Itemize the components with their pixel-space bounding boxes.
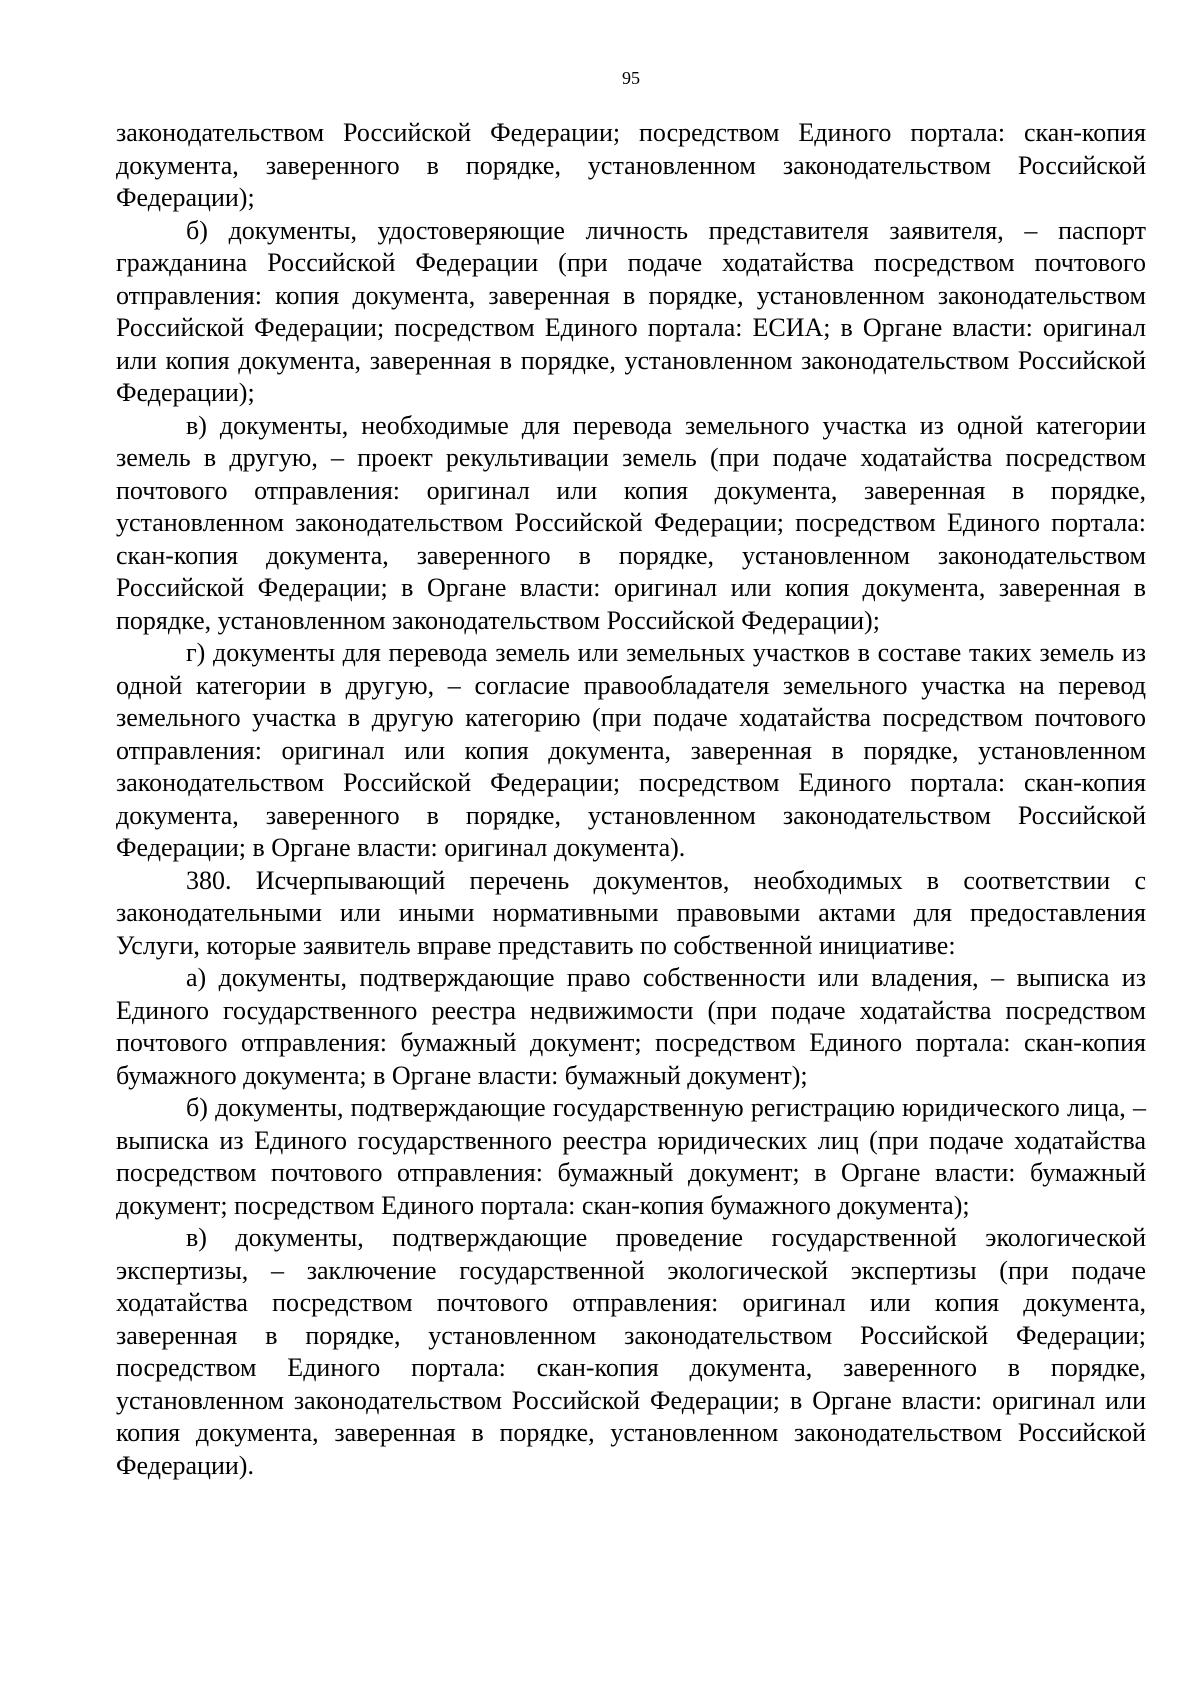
paragraph-item-a-ownership: а) документы, подтверждающие право собственности или владения, – выписка из Единого государственного реестра недвижимости (при подаче ходатайства посредством почтового отправления: бумажный документ; посредством Единого портала: скан-копия бумажного документа; в Органе власти: бумажный документ);: [116, 963, 1146, 1090]
paragraph-item-b-representative-id: б) документы, удостоверяющие личность представителя заявителя, – паспорт гражданина Российской Федерации (при подаче ходатайства посредством почтового отправления: копия документа, заверенная в порядке, установленном законодательством Российской Федерации; посредством Единого портала: ЕСИА; в Органе власти: оригинал или копия документа, заверенная в порядке, установленном законодательством Российской Федерации);: [116, 215, 1146, 407]
paragraph-continuation: законодательством Российской Федерации; посредством Единого портала: скан-копия документа, заверенного в порядке, установленном законодательством Российской Федерации);: [116, 118, 1146, 212]
paragraph-section-380: 380. Исчерпывающий перечень документов, необходимых в соответствии с законодательными или иными нормативными правовыми актами для предоставления Услуги, которые заявитель вправе представить по собственной инициативе:: [116, 865, 1146, 960]
paragraph-item-v-ecological-expertise: в) документы, подтверждающие проведение государственной экологической экспертизы, – заключение государственной экологической экспертизы (при подаче ходатайства посредством почтового отправления: оригинал или копия документа, заверенная в порядке, установленном законодательством Российской Федерации; посредством Единого портала: скан-копия документа, заверенного в порядке, установленном законодательством Российской Федерации; в Органе власти: оригинал или копия документа, заверенная в порядке, установленном законодательством Российской Федерации).: [116, 1223, 1146, 1480]
document-body: [116, 117, 1146, 1482]
paragraph-item-b-legal-entity: б) документы, подтверждающие государственную регистрацию юридического лица, – выписка из Единого государственного реестра юридических лиц (при подаче ходатайства посредством почтового отправления: бумажный документ; в Органе власти: бумажный документ; посредством Единого портала: скан-копия бумажного документа);: [116, 1093, 1146, 1220]
paragraph-item-v-land-transfer: в) документы, необходимые для перевода земельного участка из одной категории земель в другую, – проект рекультивации земель (при подаче ходатайства посредством почтового отправления: оригинал или копия документа, заверенная в порядке, установленном законодательством Российской Федерации; посредством Единого портала: скан-копия документа, заверенного в порядке, установленном законодательством Российской Федерации; в Органе власти: оригинал или копия документа, заверенная в порядке, установленном законодательством Российской Федерации);: [116, 410, 1146, 635]
paragraph-item-g-owner-consent: г) документы для перевода земель или земельных участков в составе таких земель из одной категории в другую, – согласие правообладателя земельного участка на перевод земельного участка в другую категорию (при подаче ходатайства посредством почтового отправления: оригинал или копия документа, заверенная в порядке, установленном законодательством Российской Федерации; посредством Единого портала: скан-копия документа, заверенного в порядке, установленном законодательством Российской Федерации; в Органе власти: оригинал документа).: [116, 638, 1146, 862]
page-number: 95: [622, 68, 640, 88]
